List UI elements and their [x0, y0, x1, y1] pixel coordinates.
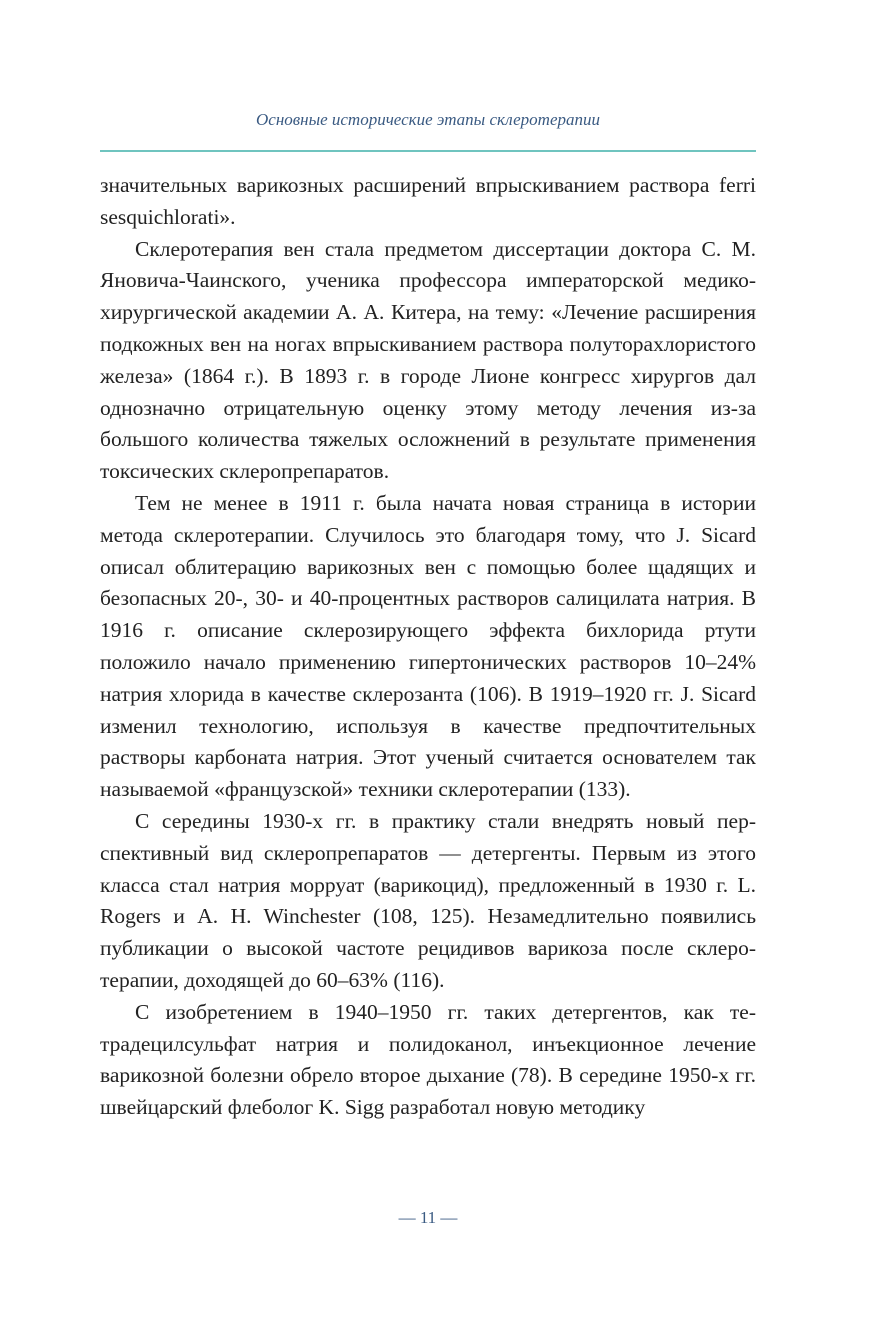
paragraph: Тем не менее в 1911 г. была начата новая страница в истории метода склеротерапии. Случилось это благодаря тому, что J. Sicard описал облитерацию варикозных вен с помощью более щадящих и безопасных 20-, 30- и 40-процентных растворов салицилата натрия. В 1916 г. описание склерозирующего эффекта бихлорида ртути положило начало применению гипертонических растворов 10–24% натрия хлорида в качестве склерозанта (106). В 1919–1920 гг. J. Sicard изменил технологию, используя в качестве предпочтительных растворы карбоната натрия. Этот ученый считается основателем так называемой «французской» техники склеротерапии (133).: [100, 490, 756, 802]
page-number: — 11 —: [398, 1208, 458, 1227]
paragraph: Склеротерапия вен стала предметом диссертации доктора С. М. Яновича-Чаинского, ученика профессора императорской медико-хирургической академии А. А. Китера, на тему: «Лечение расширения подкожных вен на ногах впрыскиванием раствора полуторахлористого железа» (1864 г.). В 1893 г. в городе Лионе конгресс хирургов дал однозначно отрицательную оценку этому методу лечения из-за большого количества тяжелых осложнений в результате применения токсических склеропрепаратов.: [100, 236, 756, 484]
body-text: [100, 170, 756, 1124]
paragraph: С середины 1930-х гг. в практику стали внедрять новый перспективный вид склеропрепаратов — детергенты. Первым из этого класса стал натрия морруат (варикоцид), предложенный в 1930 г. L. Rogers и A. H. Winchester (108, 125). Незамедлительно появились публикации о высокой частоте рецидивов варикоза после склеротерапии, доходящей до 60–63% (116).: [100, 808, 756, 992]
paragraph: С изобретением в 1940–1950 гг. таких детергентов, как тетрадецилсульфат натрия и полидоканол, инъекционное лечение варикозной болезни обрело второе дыхание (78). В середине 1950-х гг. швейцарский флеболог K. Sigg разработал новую методику: [100, 999, 756, 1120]
paragraph-continuation: значительных варикозных расширений впрыскиванием раствора ferri sesquichlorati».: [100, 173, 756, 229]
header-divider: [100, 150, 756, 152]
running-title: Основные исторические этапы склеротерапии: [256, 110, 600, 129]
